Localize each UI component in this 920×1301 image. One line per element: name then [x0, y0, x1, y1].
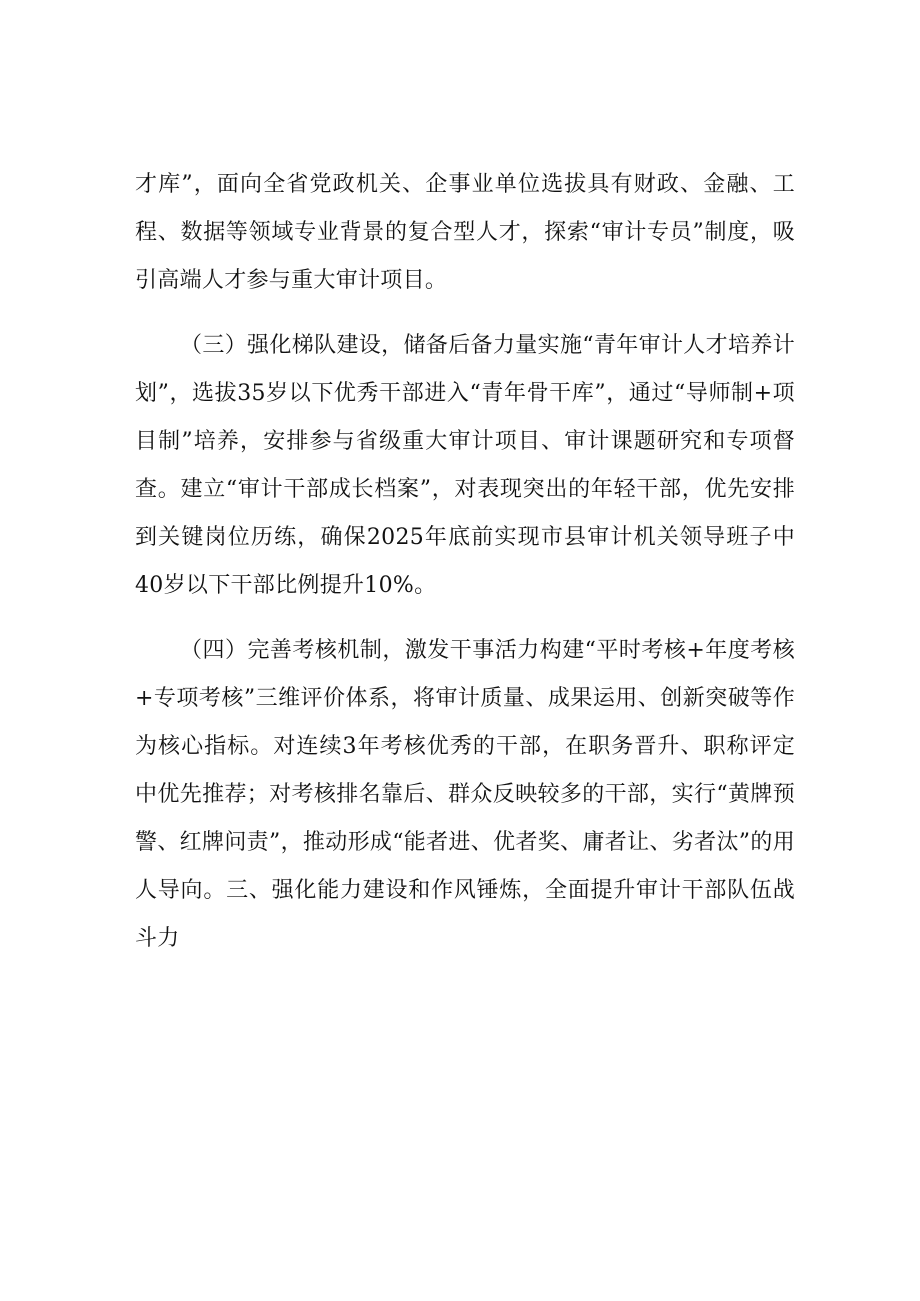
paragraph-talent-pool-continuation: 才库”，面向全省党政机关、企事业单位选拔具有财政、金融、工程、数据等领域专业背景的复合型人才，探索“审计专员”制度，吸引高端人才参与重大审计项目。	[135, 172, 795, 293]
document-body	[135, 161, 795, 980]
paragraph-section-three: （三）强化梯队建设，储备后备力量实施“青年审计人才培养计划”，选拔35岁以下优秀干部进入“青年骨干库”，通过“导师制+项目制”培养，安排参与省级重大审计项目、审计课题研究和专项督查。建立“审计干部成长档案”，对表现突出的年轻干部，优先安排到关键岗位历练，确保2025年底前实现市县审计机关领导班子中40岁以下干部比例提升10%。	[135, 333, 795, 598]
paragraph-section-four: （四）完善考核机制，激发干事活力构建“平时考核+年度考核+专项考核”三维评价体系，将审计质量、成果运用、创新突破等作为核心指标。对连续3年考核优秀的干部，在职务晋升、职称评定中优先推荐；对考核排名靠后、群众反映较多的干部，实行“黄牌预警、红牌问责”，推动形成“能者进、优者奖、庸者让、劣者汰”的用人导向。三、强化能力建设和作风锤炼，全面提升审计干部队伍战斗力	[135, 638, 795, 951]
